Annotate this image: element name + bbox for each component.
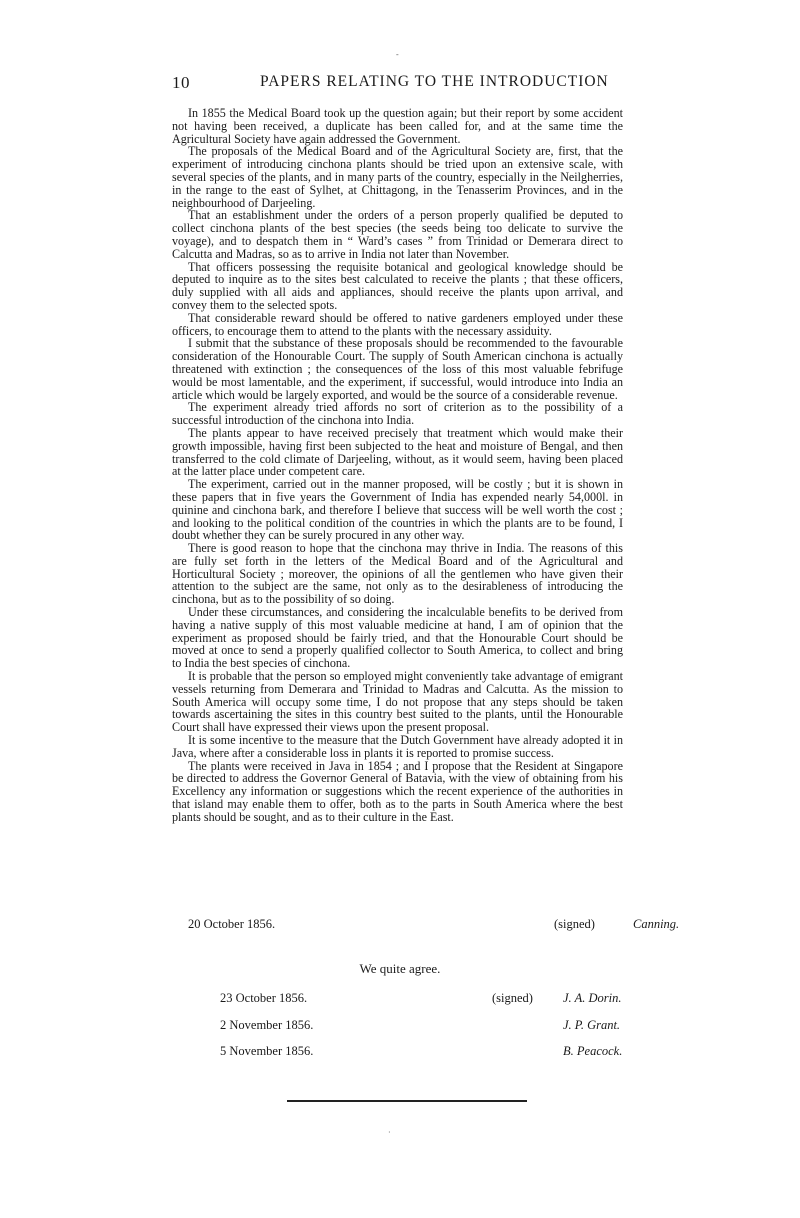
signatory-name: J. P. Grant. [563,1018,621,1032]
signatory-name: B. Peacock. [563,1044,623,1058]
signatory-name: Canning. [633,917,680,931]
signed-label: (signed) [492,991,533,1005]
concurrence-row [220,1044,640,1062]
concurrence-row [220,1018,640,1036]
paragraph: There is good reason to hope that the cinchona may thrive in India. The reasons of this are fully set forth in the letters of the Medical Board and of the Agricultural and Horticultural Society ; moreover, the opinions of all the gentlemen who have given their attention to the subject are the same, not only as to the desirableness of introducing the cinchona, but as to the possibility of so doing. [172,541,623,607]
closing-rule [287,1100,527,1102]
paragraph: That considerable reward should be offered to native gardeners employed under these officers, to encourage them to attend to the plants with the necessary assiduity. [172,310,623,338]
signatory-name: J. A. Dorin. [563,991,622,1005]
paragraph: In 1855 the Medical Board took up the question again; but their report by some accident not having been received, a duplicate has been called for, and at the same time the Agricultural Society have again addressed the Government. [172,106,623,146]
paragraph: That an establishment under the orders of a person properly qualified be deputed to collect cinchona plants of the best species (the seeds being too delicate to survive the voyage), and to despatch them in “ Ward’s cases ” from Trinidad or Demerara direct to Calcutta and Madras, so as to arrive in India not later than November. [172,208,623,261]
printer-mark: · [388,1128,391,1137]
paragraph: The experiment, carried out in the manner proposed, will be costly ; but it is shown in these papers that in five years the Government of India has expended nearly 54,000l. in quinine and cinchona bark, and therefore I believe that success will be well worth the cost ; and looking to the political condition of the countries in which the plants are to be found, I doubt whether they can be surely procured in any other way. [172,477,623,543]
running-title: PAPERS RELATING TO THE INTRODUCTION [260,73,609,90]
concurrence-date: 2 November 1856. [220,1018,314,1032]
paragraph: That officers possessing the requisite botanical and geological knowledge should be deputed to inquire as to the sites best calculated to receive the plants ; that these officers, duly supplied with all aids and appliances, should receive the plants upon arrival, and convey them to the selected spots. [172,259,623,312]
paragraph: The plants appear to have received precisely that treatment which would make their growth impossible, having first been subjected to the heat and moisture of Bengal, and then transferred to the cold climate of Darjeeling, without, as it would seem, having been placed at the latter place under competent care. [172,425,623,479]
paragraph: The proposals of the Medical Board and of the Agricultural Society are, first, that the experiment of introducing cinchona plants should be tried upon an extensive scale, with several species of the plants, and in many parts of the country, especially in the Neilgherries, in the range to the east of Sylhet, at Chittagong, in the Tenasserim Provinces, and in the neighbourhood of Darjeeling. [172,144,623,210]
paragraph: It is probable that the person so employed might conveniently take advantage of emigrant vessels returning from Demerara and Trinidad to Madras and Calcutta. As the mission to South America will occupy some time, I do not propose that any steps should be taken towards ascertaining the sites in this country best suited to the plants, until the Honourable Court shall have expressed their views upon the present proposal. [172,669,623,735]
signed-label: (signed) [554,917,595,931]
concurrence-row [220,991,640,1009]
signature-line [188,917,680,935]
printer-mark: - [396,50,399,59]
paragraph: Under these circumstances, and considering the incalculable benefits to be derived from having a native supply of this most valuable medicine at hand, I am of opinion that the experiment as proposed should be fairly tried, and that the Honourable Court should be moved at once to send a properly qualified collector to South America, to collect and bring to India the best species of cinchona. [172,605,623,671]
paragraph: The plants were received in Java in 1854 ; and I propose that the Resident at Singapore be directed to address the Governor General of Batavia, with the view of obtaining from his Excellency any information or suggestions which the recent experience of the authorities in that island may enable them to offer, both as to the parts in South America where the best plants should be sought, and as to their culture in the East. [172,758,623,824]
paragraph: It is some incentive to the measure that the Dutch Government have already adopted it in Java, where after a considerable loss in plants it is reported to promise success. [172,733,623,760]
concurrence-date: 23 October 1856. [220,991,308,1005]
page-header [172,73,622,95]
paragraph: The experiment already tried affords no sort of criterion as to the possibility of a successful introduction of the cinchona into India. [172,400,623,428]
body-text [172,107,623,824]
concurrence-heading: We quite agree. [359,961,441,976]
signature-date: 20 October 1856. [188,917,276,931]
concurrence-date: 5 November 1856. [220,1044,314,1058]
paragraph: I submit that the substance of these proposals should be recommended to the favourable consideration of the Honourable Court. The supply of South American cinchona is actually threatened with extinction ; the consequences of the loss of this most valuable febrifuge would be most lamentable, and the experiment, if successful, would introduce into India an article which would be largely exported, and would be the source of a considerable revenue. [172,336,623,402]
page-number: 10 [172,73,190,92]
